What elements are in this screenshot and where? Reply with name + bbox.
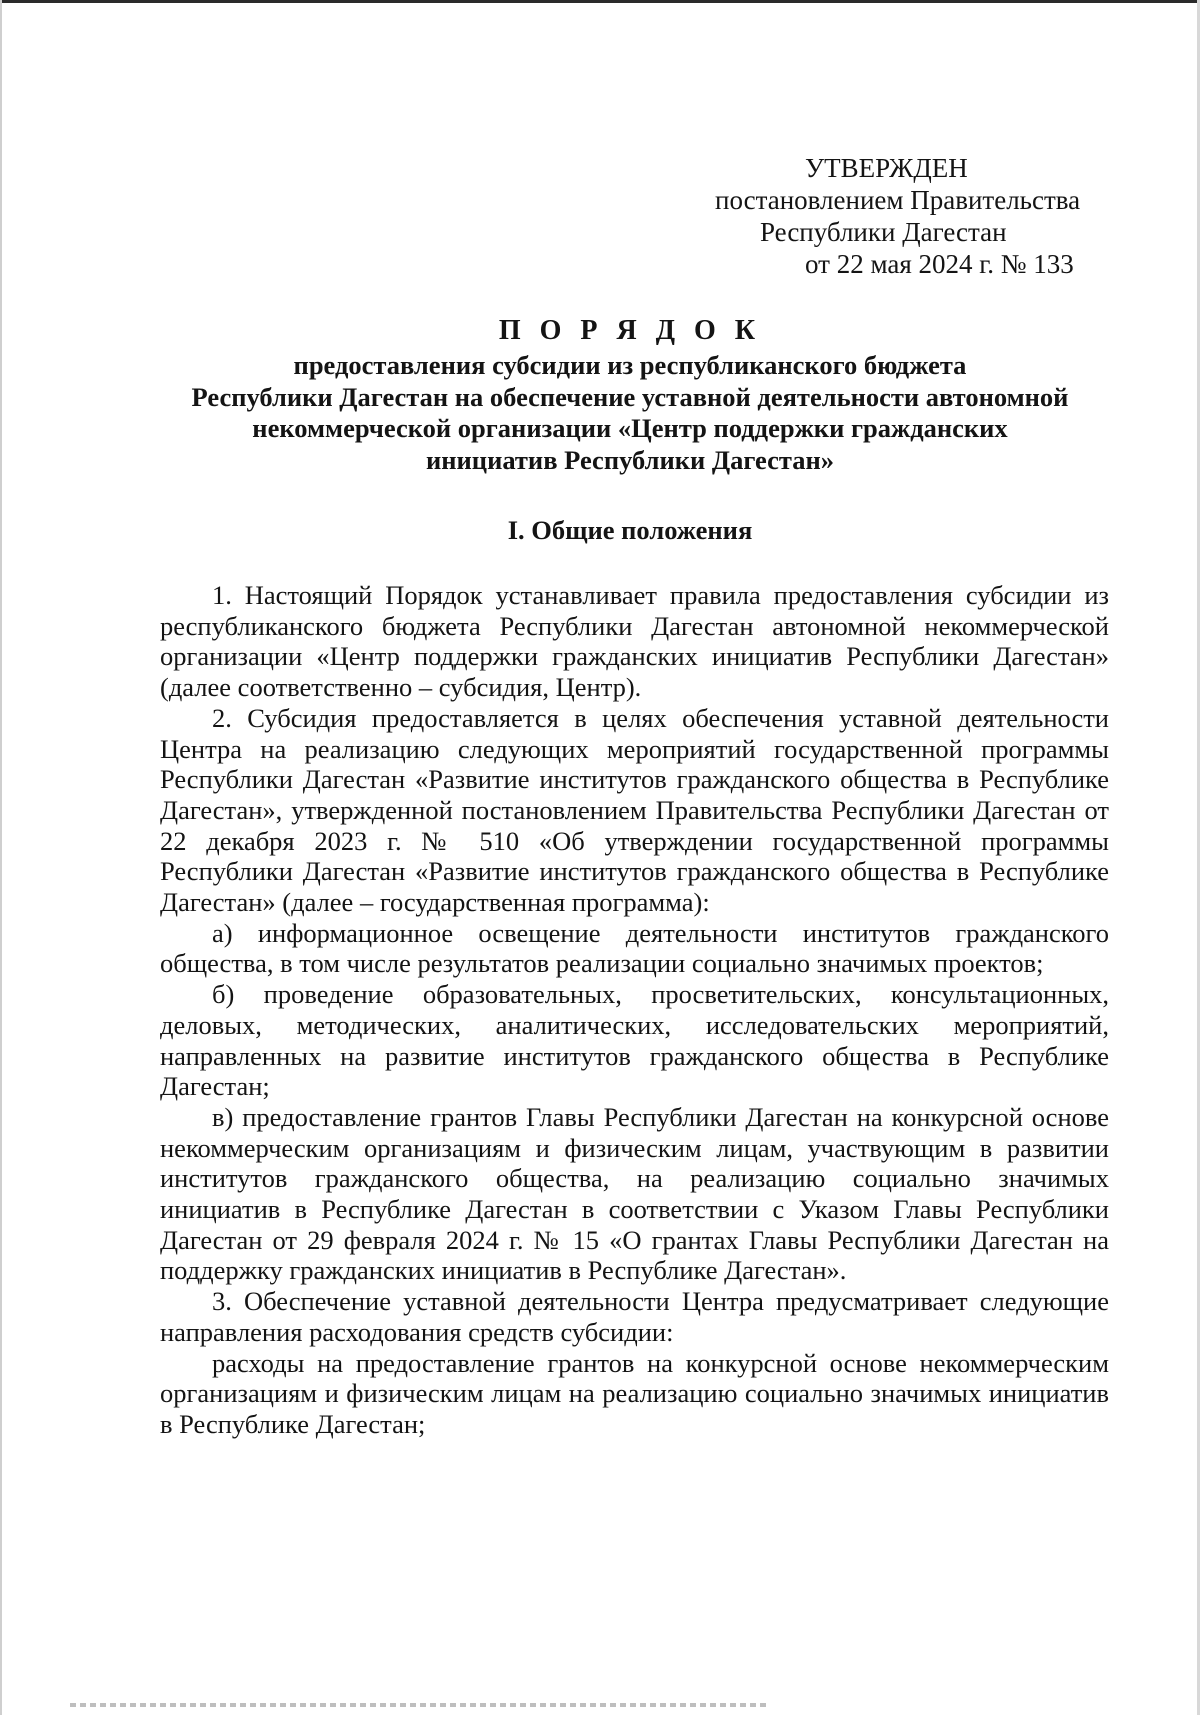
title-line-4: инициатив Республики Дагестан»	[426, 444, 834, 475]
approval-block	[715, 152, 1115, 280]
approval-line-republic: Республики Дагестан	[760, 217, 1007, 247]
paragraph-2b: б) проведение образовательных, просветительских, консультационных, деловых, методических, аналитических, исследовательских мероприятий, направленных на развитие институтов гражданского общества в Республике Дагестан;	[160, 979, 1109, 1102]
document-title	[140, 312, 1120, 476]
document-body	[160, 580, 1109, 1440]
scan-edge-top	[0, 0, 1200, 3]
scan-bottom-artifact	[70, 1703, 770, 1707]
paragraph-2a: а) информационное освещение деятельности институтов гражданского общества, в том числе результатов реализации социально значимых проектов;	[160, 917, 1109, 979]
paragraph-1: 1. Настоящий Порядок устанавливает правила предоставления субсидии из республиканского бюджета Республики Дагестан автономной некоммерческой организации «Центр поддержки гражданских инициатив Республики Дагестан» (далее соответственно – субсидия, Центр).	[160, 580, 1109, 703]
title-line-3: некоммерческой организации «Центр поддержки гражданских	[252, 413, 1008, 443]
section-heading: I. Общие положения	[507, 515, 753, 545]
approval-line-approved: УТВЕРЖДЕН	[805, 153, 968, 183]
approval-line-resolution: постановлением Правительства	[715, 185, 1081, 215]
title-line-1: предоставления субсидии из республиканского бюджета	[293, 350, 967, 380]
paragraph-3: 3. Обеспечение уставной деятельности Центра предусматривает следующие направления расходования средств субсидии:	[160, 1286, 1109, 1347]
paragraph-2: 2. Субсидия предоставляется в целях обеспечения уставной деятельности Центра на реализацию следующих мероприятий государственной программы Республики Дагестан «Развитие институтов гражданского общества в Республике Дагестан», утвержденной постановлением Правительства Республики Дагестан от 22 декабря 2023 г. № 510 «Об утверждении государственной программы Республики Дагестан «Развитие институтов гражданского общества в Республике Дагестан» (далее – государственная программа):	[160, 702, 1109, 918]
approval-line-date: от 22 мая 2024 г. № 133	[805, 249, 1074, 279]
scan-edge-left	[0, 0, 2, 1715]
title-line-2: Республики Дагестан на обеспечение уставной деятельности автономной	[191, 381, 1069, 412]
paragraph-2v: в) предоставление грантов Главы Республики Дагестан на конкурсной основе некоммерческим организациям и физическим лицам, участвующим в развитии институтов гражданского общества, на реализацию социально значимых инициатив в Республике Дагестан в соответствии с Указом Главы Республики Дагестан от 29 февраля 2024 г. № 15 «О грантах Главы Республики Дагестан на поддержку гражданских инициатив в Республике Дагестан».	[160, 1101, 1109, 1286]
title-word: П О Р Я Д О К	[498, 315, 762, 346]
paragraph-3-item: расходы на предоставление грантов на конкурсной основе некоммерческим организациям и физическим лицам на реализацию социально значимых инициатив в Республике Дагестан;	[160, 1347, 1109, 1439]
